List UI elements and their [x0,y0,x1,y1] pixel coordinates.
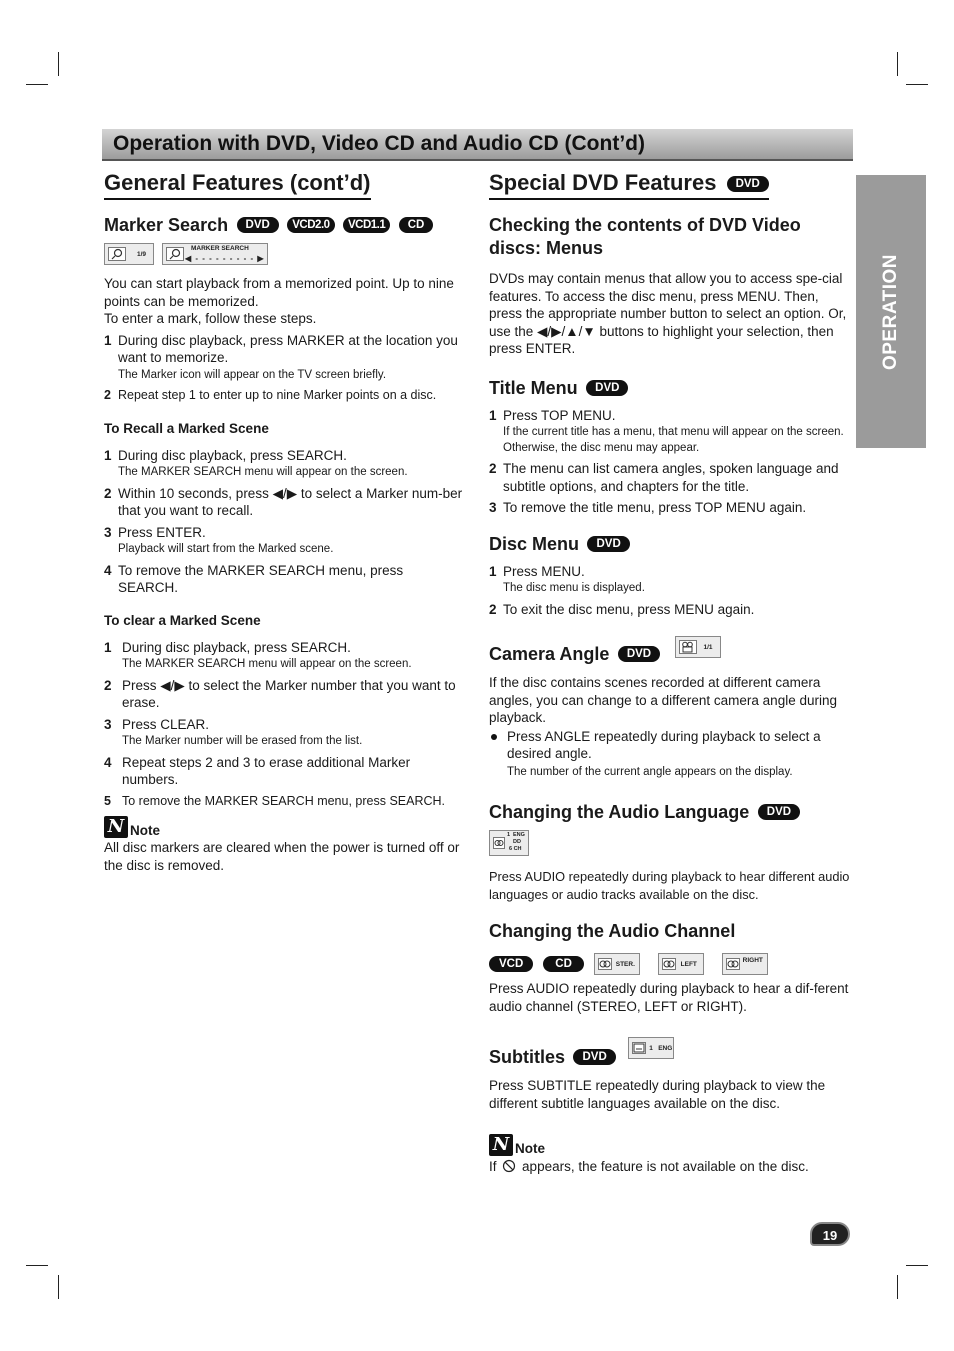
list-item: 1 Press TOP MENU. If the current title has a menu, that menu will appear on the screen. Otherwise, the disc menu may appear. [489,407,844,454]
marker-search-heading [104,214,466,237]
audio-channel-row [489,953,852,975]
note-label: Note [515,1141,545,1156]
list-item: 3 Press ENTER. Playback will start from the Marked scene. [104,524,334,555]
marker-search-title: Marker Search [104,215,229,235]
badge-dvd: DVD [586,380,628,396]
marker-osd-row [104,243,466,265]
list-item: 2 Within 10 seconds, press ◀/▶ to select a Marker num-ber that you want to recall. [104,485,463,518]
audio-language-title: Changing the Audio Language [489,802,750,822]
audio-channel-text: Press AUDIO repeatedly during playback to hear a dif-ferent audio channel (STEREO, LEFT or RIGHT). [489,981,849,1014]
title-menu-title: Title Menu [489,377,578,398]
prohibited-icon [502,1159,516,1173]
audio-right-osd: RIGHT [722,953,768,975]
angle-osd-value: 1/1 [703,644,713,651]
audio-icon [726,958,740,970]
camera-angle-text: If the disc contains scenes recorded at different camera angles, you can change to a different camera angle during playback. [489,675,837,725]
angle-osd [675,636,721,658]
recall-title: To Recall a Marked Scene [104,420,269,436]
badge-dvd: DVD [237,217,279,233]
title-menu-heading [489,377,852,400]
recall-steps [104,447,466,597]
marker-steps [104,332,466,405]
marker-search-osd-label: MARKER SEARCH [191,245,249,252]
list-item: 2 Repeat step 1 to enter up to nine Marker points on a disc. [104,388,437,402]
subtitles-heading [489,1037,852,1069]
page-header [102,129,853,161]
disc-menu-heading [489,533,852,556]
page-title: Operation with DVD, Video CD and Audio CD (Cont’d) [113,132,645,155]
badge-dvd: DVD [573,1049,615,1065]
badge-dvd: DVD [587,536,629,552]
subtitle-osd: 1 ENG [628,1037,674,1059]
list-item: 2 To exit the disc menu, press MENU again. [489,601,755,617]
list-item: 1 During disc playback, press SEARCH. The MARKER SEARCH menu will appear on the screen. [104,639,412,670]
audio-left-osd: LEFT [658,953,704,975]
list-item: 3 Press CLEAR. The Marker number will be erased from the list. [104,716,363,747]
marker-icon [108,247,126,261]
title-menu-steps [489,407,852,517]
audio-channel-title: Changing the Audio Channel [489,921,736,941]
list-item: 1 Press MENU. The disc menu is displayed. [489,563,645,594]
subtitles-title: Subtitles [489,1047,566,1067]
badge-vcd11: VCD1.1 [343,217,390,233]
menus-title: Checking the contents of DVD Video discs: Menus [489,215,801,258]
badge-cd: CD [399,217,434,233]
marker-slots: ◀ - - - - - - - - - ▶ [185,254,265,263]
disc-menu-title: Disc Menu [489,533,580,554]
audio-stereo-osd: STER. [594,953,640,975]
list-item: 1 During disc playback, press SEARCH. The MARKER SEARCH menu will appear on the screen. [104,447,408,478]
clear-steps [104,639,466,811]
note-heading [489,1134,852,1156]
camera-icon [679,640,697,654]
note-icon: N [104,816,128,838]
list-item: 4 Repeat steps 2 and 3 to erase additional Marker numbers. [104,754,411,787]
note-icon: N [489,1134,513,1156]
audio-icon [598,958,612,970]
audio-icon [662,958,676,970]
section-title-special [489,170,769,200]
menus-text: DVDs may contain menus that allow you to access spe-cial features. To access the disc menu, press MENU. Then, press the appropriate number button to select an option. Or, use the ◀/▶/▲/▼ buttons to highlight your selection, then press ENTER. [489,271,847,356]
marker-icon [166,247,184,261]
left-column [104,170,466,874]
marker-search-osd [162,243,268,265]
section-title-general: General Features (cont’d) [104,170,371,200]
list-item: 4 To remove the MARKER SEARCH menu, press SEARCH. [104,562,404,595]
camera-angle-title: Camera Angle [489,644,610,664]
marker-intro-2: To enter a mark, follow these steps. [104,311,317,326]
camera-angle-heading [489,636,852,666]
audio-language-text: Press AUDIO repeatedly during playback to hear different audio languages or audio tracks available on the disc. [489,869,850,902]
list-item: 3 To remove the title menu, press TOP MENU again. [489,500,807,515]
note-heading [104,816,466,838]
disc-menu-steps [489,563,852,619]
audio-language-osd: 1 ENG DD 6 CH [489,830,529,856]
badge-vcd: VCD [489,956,533,972]
audio-language-heading [489,801,852,824]
list-item: 5 To remove the MARKER SEARCH menu, press SEARCH. [104,793,446,808]
audio-icon [493,837,505,849]
marker-intro-1: You can start playback from a memorized point. Up to nine points can be memorized. [104,276,454,309]
subtitle-icon [632,1042,646,1054]
subtitles-text: Press SUBTITLE repeatedly during playback to view the different subtitle languages available on the disc. [489,1078,826,1111]
section-tab [856,175,926,448]
badge-dvd: DVD [618,646,660,662]
camera-angle-bullet: Press ANGLE repeatedly during playback to select a desired angle. The number of the current angle appears on the display. [489,728,852,781]
note-text: If appears, the feature is not available on the disc. [489,1159,809,1174]
right-column [489,170,852,1176]
list-item: 2 Press ◀/▶ to select the Marker number that you want to erase. [104,677,456,710]
section-title-special-text: Special DVD Features [489,170,717,195]
badge-dvd: DVD [727,176,769,192]
page-number: 19 [810,1222,850,1246]
marker-osd [104,243,154,265]
badge-vcd20: VCD2.0 [287,217,334,233]
badge-cd: CD [543,956,584,972]
badge-dvd: DVD [758,804,800,820]
section-tab-label: OPERATION [880,253,901,370]
note-label: Note [130,823,160,838]
marker-count: 1/9 [136,251,146,258]
clear-title: To clear a Marked Scene [104,612,261,628]
note-text: All disc markers are cleared when the power is turned off or the disc is removed. [104,840,460,873]
list-item: 2 The menu can list camera angles, spoken language and subtitle options, and chapters for the title. [489,461,839,494]
list-item: 1 During disc playback, press MARKER at the location you want to memorize. The Marker icon will appear on the TV screen briefly. [104,332,458,381]
